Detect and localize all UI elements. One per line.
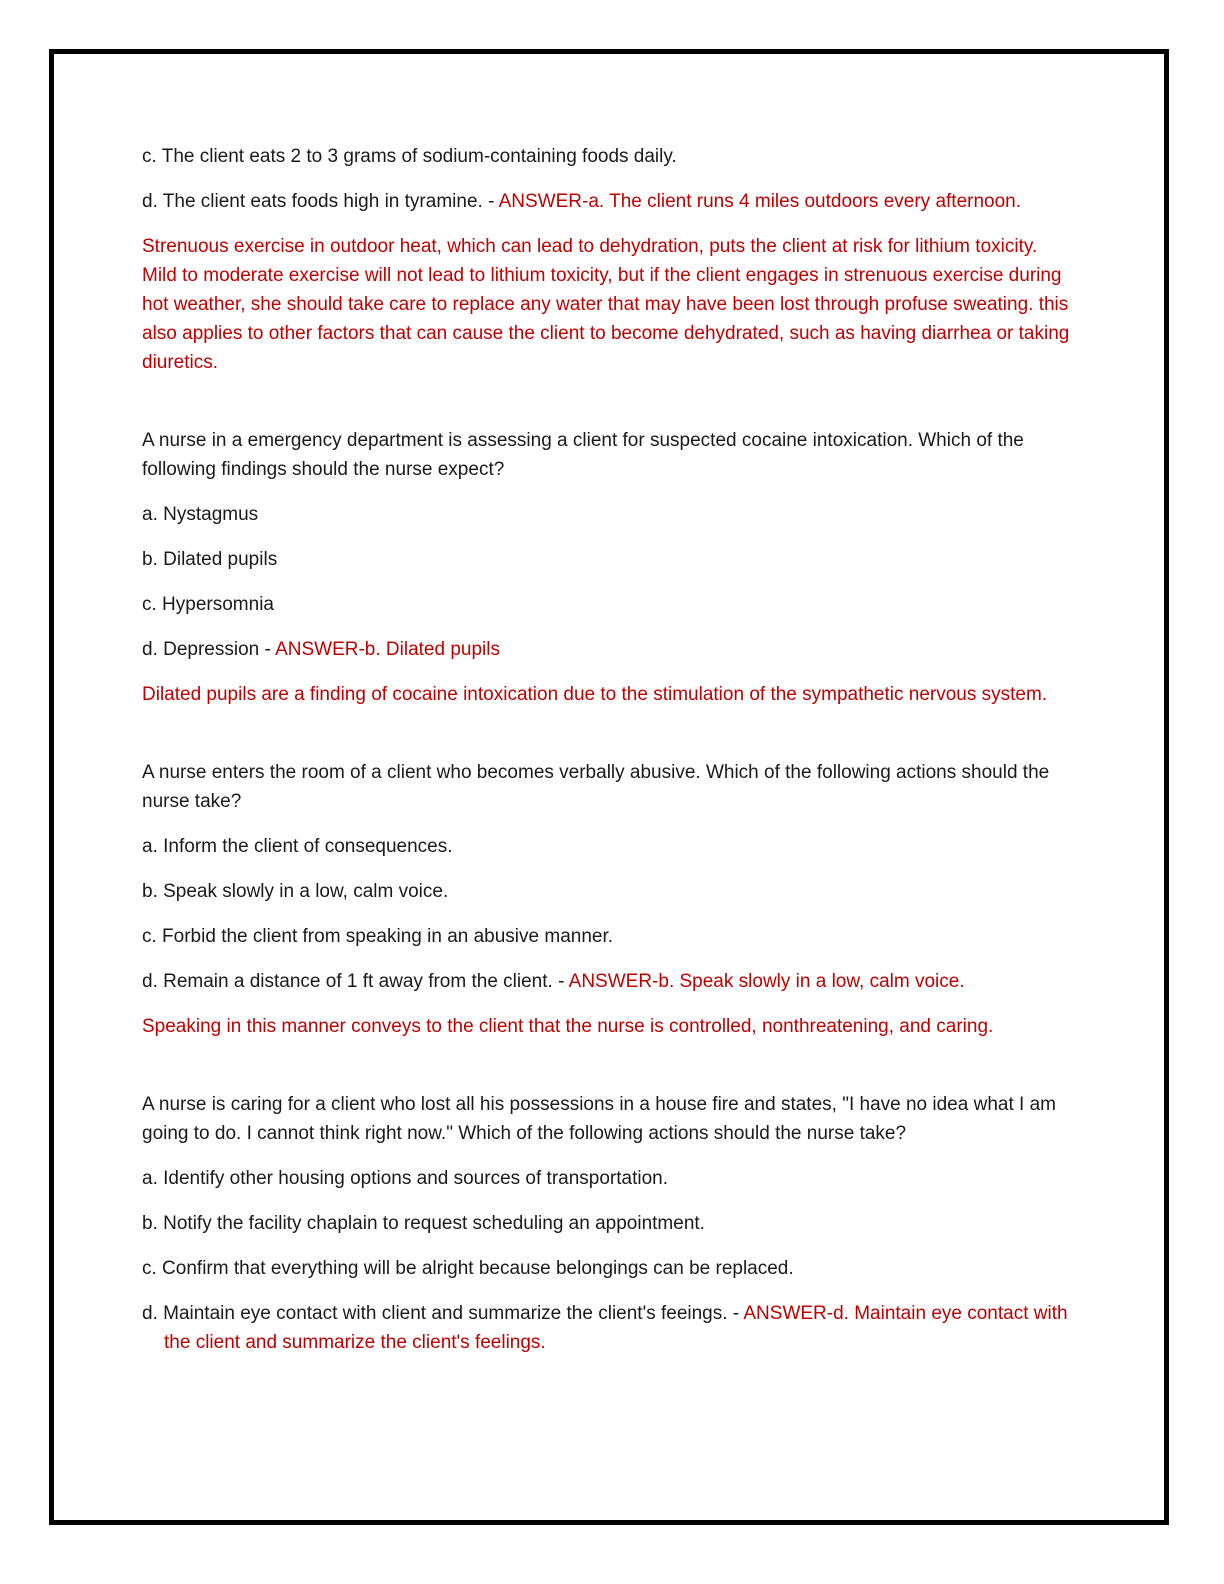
- option-d-text: d. Remain a distance of 1 ft away from the client. -: [142, 971, 569, 992]
- rationale: Speaking in this manner conveys to the client that the nurse is controlled, nonthreatening, and caring.: [142, 1016, 994, 1037]
- option-b: b. Dilated pupils: [142, 549, 278, 570]
- option-c: c. The client eats 2 to 3 grams of sodium-containing foods daily.: [142, 146, 677, 167]
- option-d: [142, 1299, 1077, 1357]
- option-b: b. Speak slowly in a low, calm voice.: [142, 881, 449, 902]
- option-d: [142, 187, 1077, 216]
- option-a: a. Inform the client of consequences.: [142, 836, 453, 857]
- answer-text: ANSWER-a. The client runs 4 miles outdoors every afternoon.: [498, 191, 1022, 212]
- option-c: c. Confirm that everything will be alright because belongings can be replaced.: [142, 1258, 794, 1279]
- rationale: Strenuous exercise in outdoor heat, which can lead to dehydration, puts the client at risk for lithium toxicity. Mild to moderate exercise will not lead to lithium toxicity, but if the client engages in strenuous exercise during hot weather, she should take care to replace any water that may have been lost through profuse sweating. this also applies to other factors that can cause the client to become dehydrated, such as having diarrhea or taking diuretics.: [142, 236, 1070, 373]
- option-d-text: d. Depression -: [142, 639, 276, 660]
- option-d-text: d. Maintain eye contact with client and summarize the client's feeings. -: [142, 1303, 744, 1324]
- question-cocaine: A nurse in a emergency department is assessing a client for suspected cocaine intoxication. Which of the following findings should the nurse expect?: [142, 430, 1024, 480]
- option-d-text: d. The client eats foods high in tyramine. -: [142, 191, 499, 212]
- option-d: [142, 967, 1077, 996]
- answer-text: ANSWER-d. Maintain eye contact with the client and summarize the client's feelings.: [164, 1303, 1068, 1353]
- option-a: a. Nystagmus: [142, 504, 259, 525]
- document-body: [142, 142, 1077, 1373]
- option-b: b. Notify the facility chaplain to request scheduling an appointment.: [142, 1213, 705, 1234]
- option-c: c. Forbid the client from speaking in an abusive manner.: [142, 926, 614, 947]
- answer-text: ANSWER-b. Speak slowly in a low, calm voice.: [568, 971, 965, 992]
- question-house-fire: A nurse is caring for a client who lost all his possessions in a house fire and states, "I have no idea what I am going to do. I cannot think right now." Which of the following actions should the nurse take?: [142, 1094, 1056, 1144]
- question-verbal-abuse: A nurse enters the room of a client who becomes verbally abusive. Which of the following actions should the nurse take?: [142, 762, 1050, 812]
- rationale: Dilated pupils are a finding of cocaine intoxication due to the stimulation of the sympathetic nervous system.: [142, 684, 1048, 705]
- answer-text: ANSWER-b. Dilated pupils: [275, 639, 500, 660]
- option-a: a. Identify other housing options and sources of transportation.: [142, 1168, 668, 1189]
- option-d: [142, 635, 1077, 664]
- option-c: c. Hypersomnia: [142, 594, 274, 615]
